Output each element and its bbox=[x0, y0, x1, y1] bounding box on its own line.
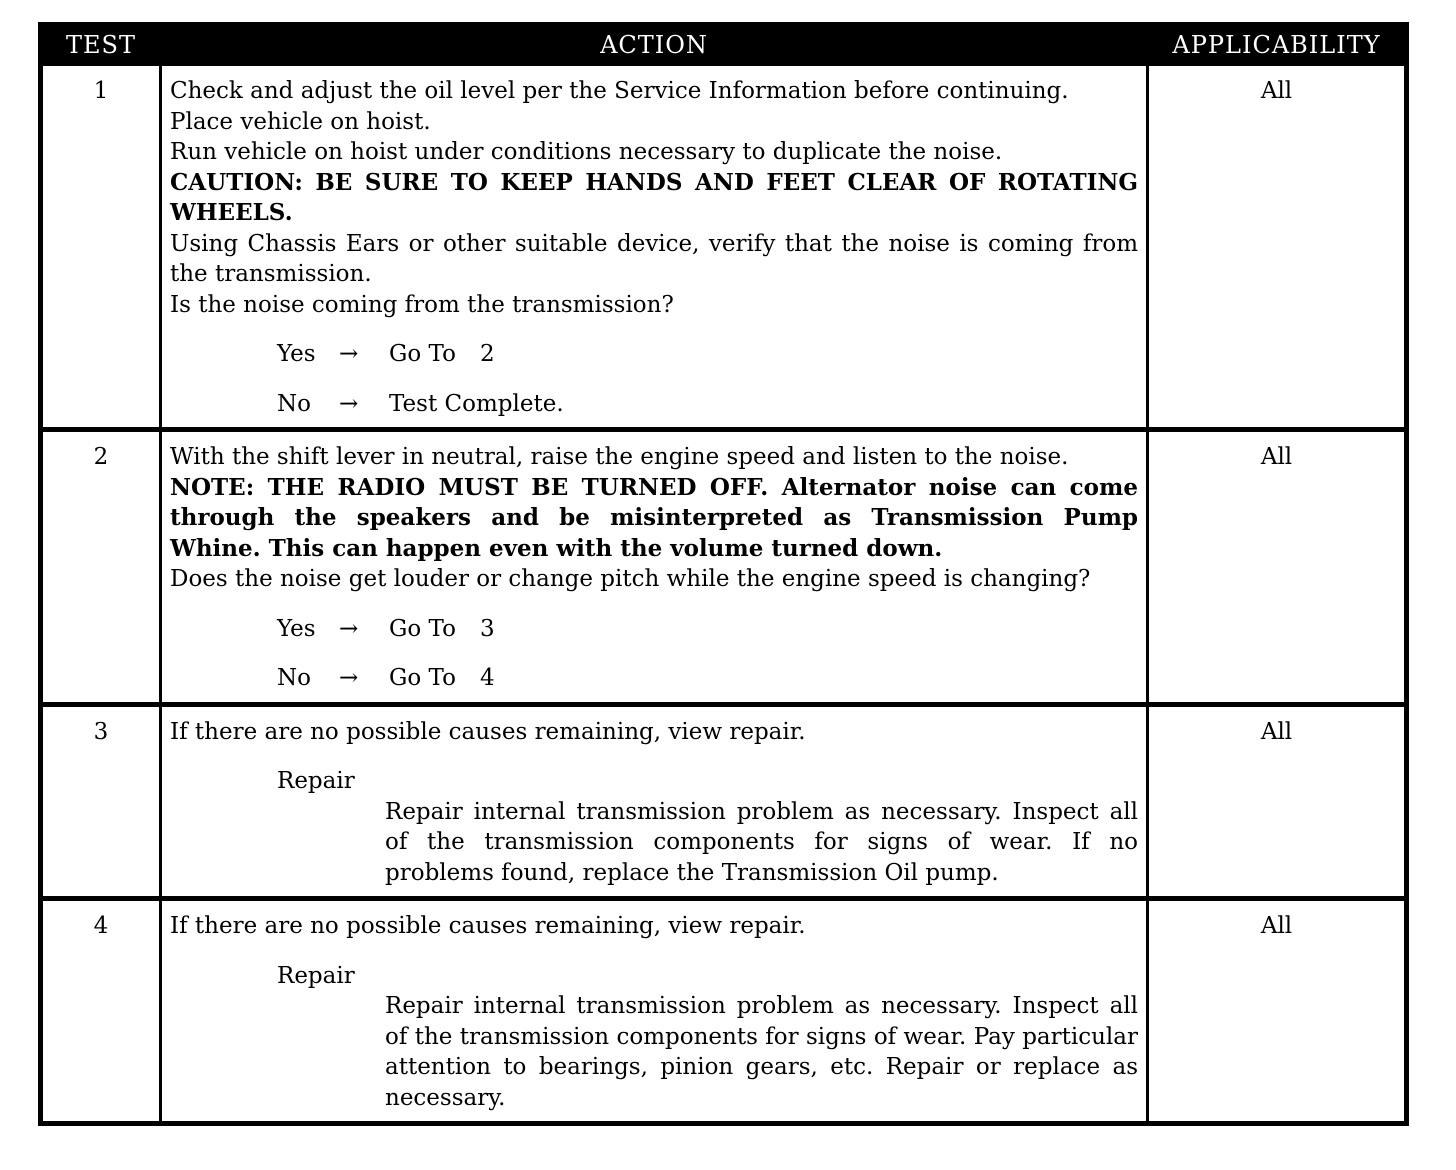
go-to-number: 3 bbox=[479, 615, 495, 642]
test-complete-label: Test Complete. bbox=[389, 390, 564, 417]
table-row bbox=[41, 430, 1407, 705]
action-cell bbox=[161, 899, 1148, 1124]
applicability-value: All bbox=[1148, 430, 1407, 705]
go-to-label: Go To bbox=[389, 665, 456, 691]
caution-text: CAUTION: BE SURE TO KEEP HANDS AND FEET CLEAR OF ROTATING WHEELS. bbox=[170, 168, 1138, 226]
table-row bbox=[41, 704, 1407, 899]
applicability-value: All bbox=[1148, 65, 1407, 430]
test-number: 2 bbox=[41, 430, 161, 705]
action-line: If there are no possible causes remaining, view repair. bbox=[170, 913, 806, 939]
question-text: Does the noise get louder or change pitch while the engine speed is changing? bbox=[170, 566, 1091, 592]
answer-label: Yes bbox=[277, 341, 316, 367]
right-arrow-icon: → bbox=[339, 390, 359, 417]
diagnostic-test-table bbox=[38, 22, 1409, 1126]
note-text: NOTE: THE RADIO MUST BE TURNED OFF. Alternator noise can come through the speakers and be misinterpreted as Transmission Pump Whine. This can happen even with the volume turned down. bbox=[170, 473, 1138, 562]
repair-text: Repair internal transmission problem as necessary. Inspect all of the transmission components for signs of wear. Pay particular attention to bearings, pinion gears, etc. Repair or replace as necessary. bbox=[385, 993, 1138, 1111]
action-cell bbox=[161, 704, 1148, 899]
header-applicability: APPLICABILITY bbox=[1148, 25, 1407, 65]
test-number: 4 bbox=[41, 899, 161, 1124]
table-row bbox=[41, 899, 1407, 1124]
action-line: With the shift lever in neutral, raise the engine speed and listen to the noise. bbox=[170, 444, 1069, 470]
action-cell bbox=[161, 430, 1148, 705]
answer-label: Yes bbox=[277, 615, 316, 642]
answer-label: No bbox=[277, 665, 311, 691]
answer-label: No bbox=[277, 390, 311, 417]
repair-text: Repair internal transmission problem as necessary. Inspect all of the transmission components for signs of wear. If no problems found, replace the Transmission Oil pump. bbox=[385, 798, 1138, 886]
test-number: 1 bbox=[41, 65, 161, 430]
yes-branch bbox=[277, 614, 1138, 645]
go-to-label: Go To bbox=[389, 341, 456, 367]
no-branch bbox=[277, 663, 1138, 694]
action-line: If there are no possible causes remaining, view repair. bbox=[170, 718, 806, 745]
test-number: 3 bbox=[41, 704, 161, 899]
applicability-value: All bbox=[1148, 899, 1407, 1124]
action-line: Run vehicle on hoist under conditions necessary to duplicate the noise. bbox=[170, 139, 1003, 165]
table-row bbox=[41, 65, 1407, 430]
go-to-number: 4 bbox=[479, 665, 495, 691]
yes-branch bbox=[277, 339, 1138, 370]
right-arrow-icon: → bbox=[339, 615, 359, 642]
applicability-value: All bbox=[1148, 704, 1407, 899]
right-arrow-icon: → bbox=[339, 341, 359, 367]
go-to-label: Go To bbox=[389, 615, 456, 642]
action-line: Check and adjust the oil level per the Service Information before continuing. bbox=[170, 78, 1069, 104]
no-branch bbox=[277, 389, 1138, 420]
question-text: Is the noise coming from the transmission? bbox=[170, 291, 674, 318]
action-cell bbox=[161, 65, 1148, 430]
action-line: Using Chassis Ears or other suitable device, verify that the noise is coming from the transmission. bbox=[170, 230, 1138, 287]
header-action: ACTION bbox=[161, 25, 1148, 65]
repair-label: Repair bbox=[277, 962, 355, 989]
repair-label: Repair bbox=[277, 768, 355, 794]
header-row bbox=[41, 25, 1407, 65]
go-to-number: 2 bbox=[479, 341, 495, 367]
header-test: TEST bbox=[41, 25, 161, 65]
action-line: Place vehicle on hoist. bbox=[170, 108, 431, 135]
right-arrow-icon: → bbox=[339, 665, 359, 691]
